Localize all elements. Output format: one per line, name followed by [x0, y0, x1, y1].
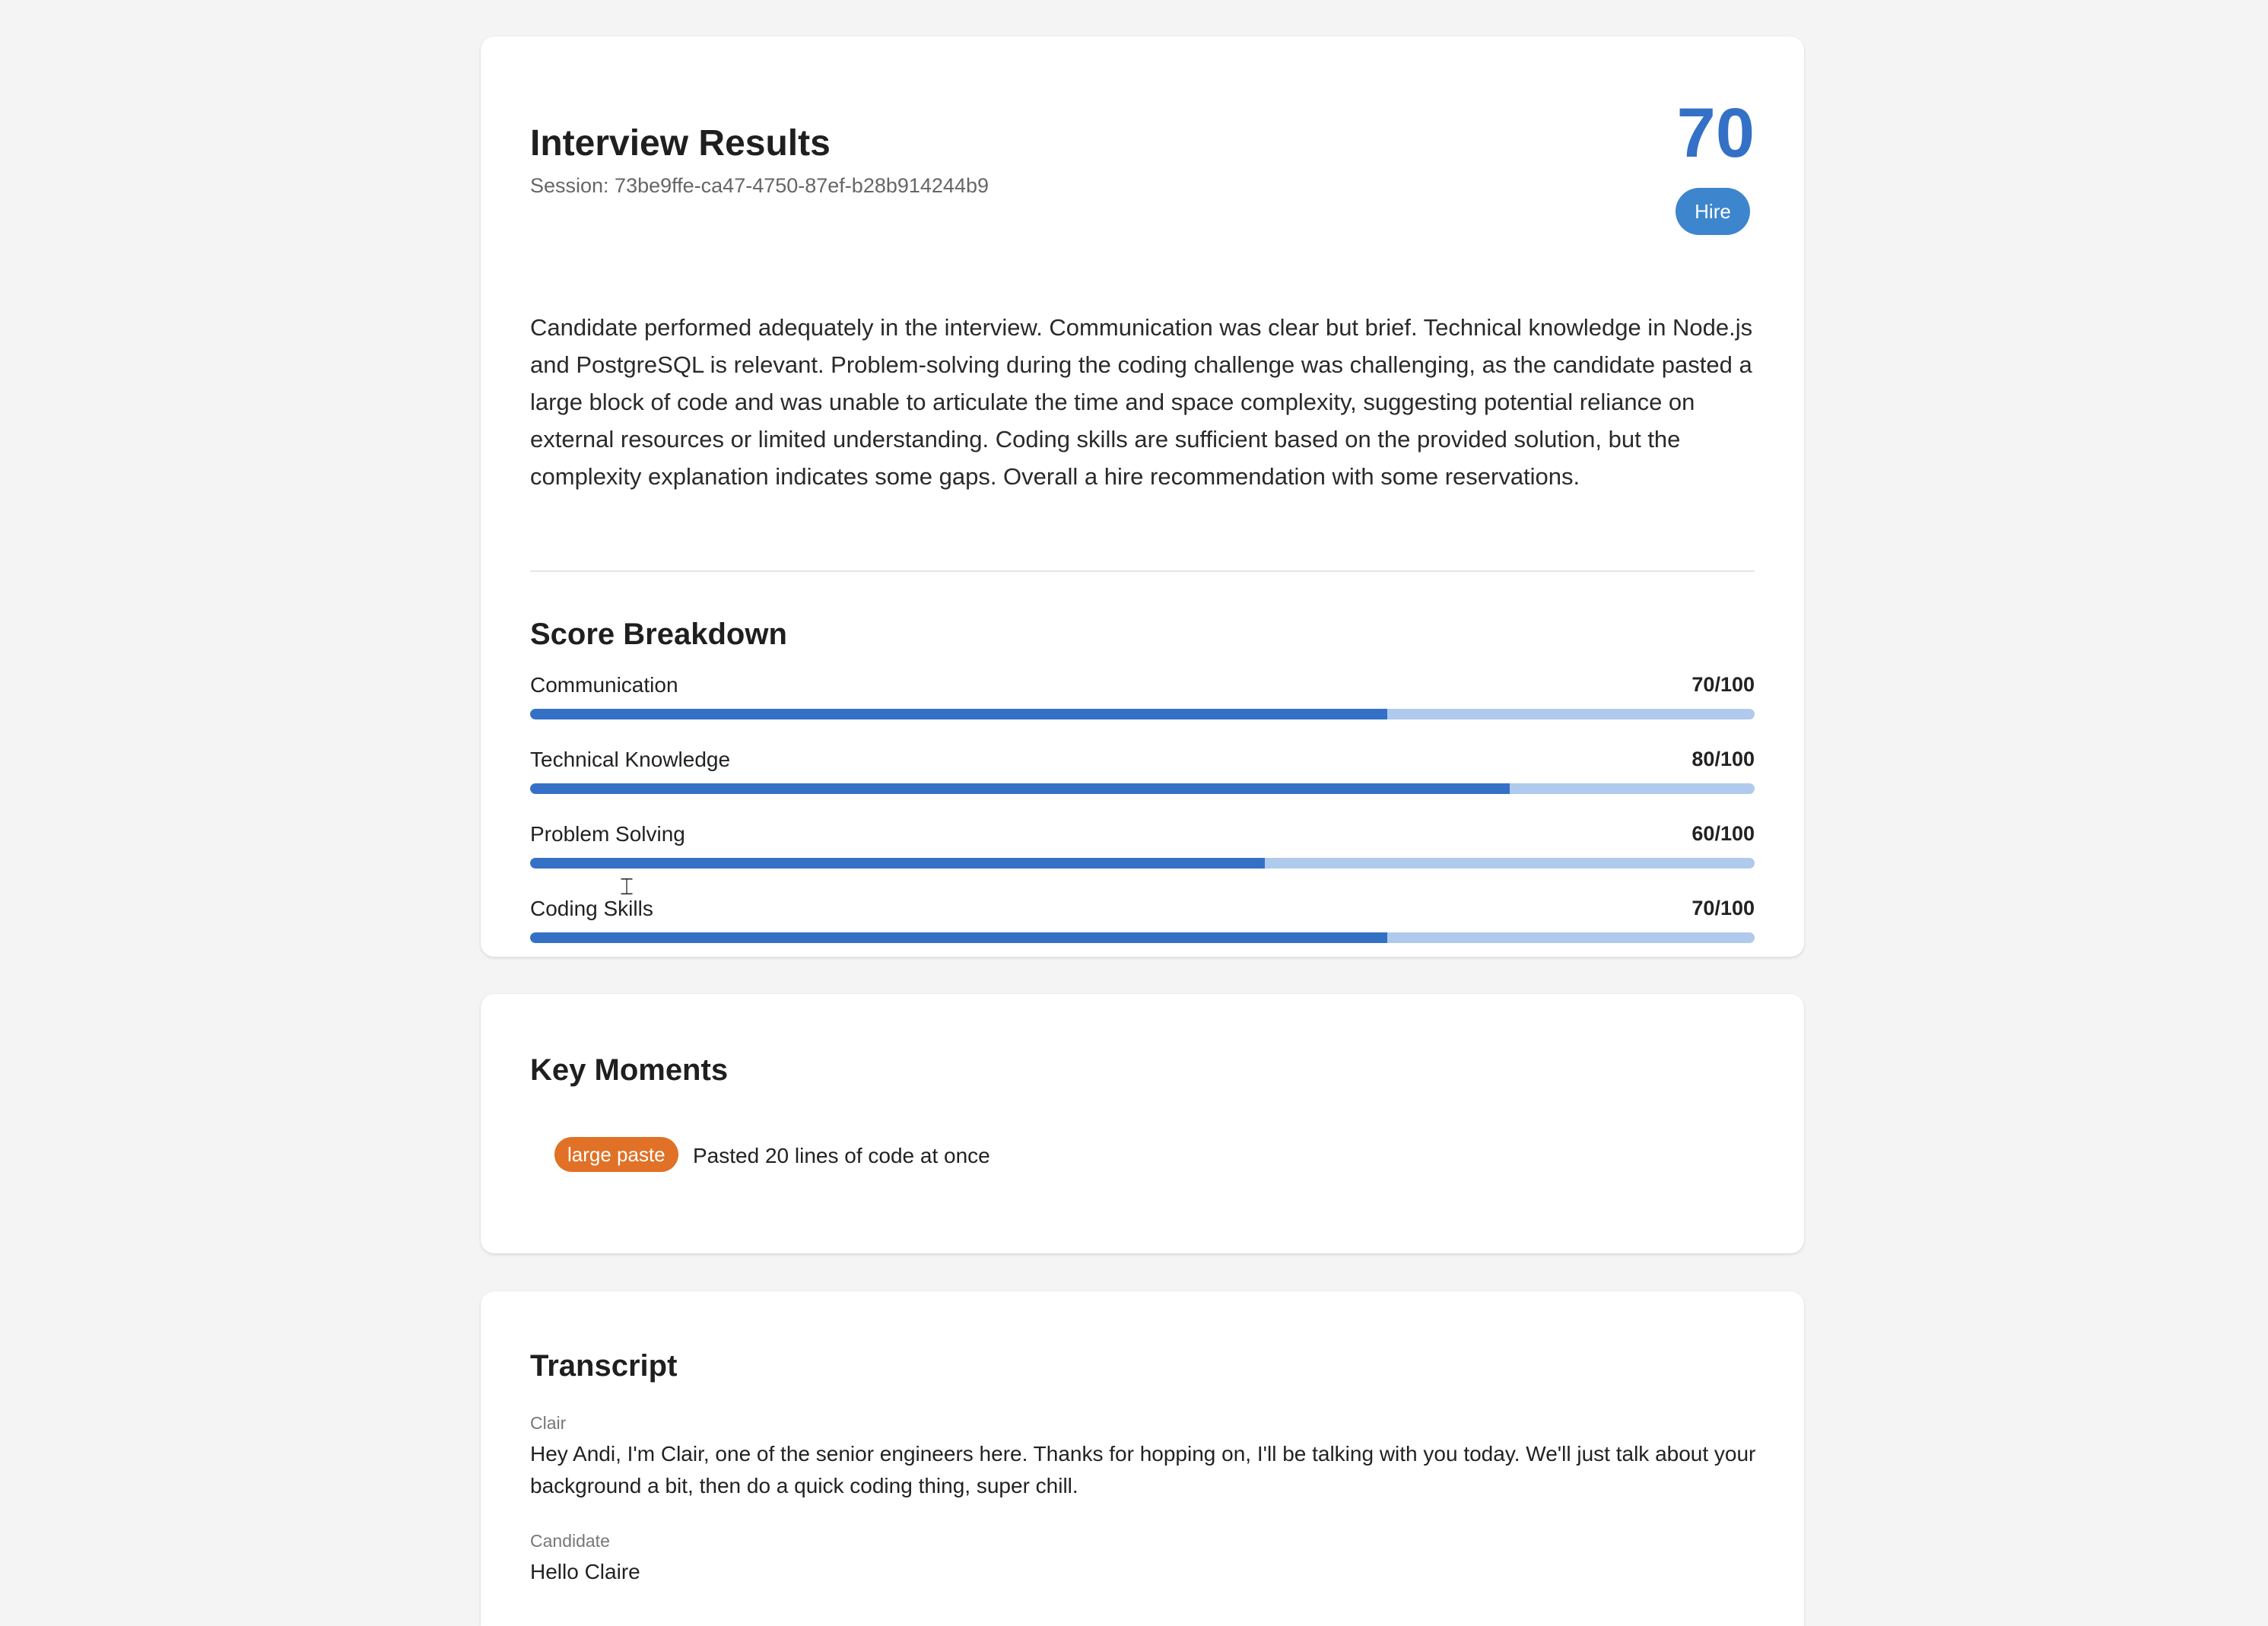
transcript-utterance: Hello Claire	[530, 1560, 640, 1583]
score-bar-fill	[530, 858, 1265, 869]
score-row-communication	[530, 672, 1755, 726]
score-row-coding-skills	[530, 896, 1755, 949]
text-cursor-icon: ⌶	[620, 874, 634, 900]
moment-tag: large paste	[554, 1137, 678, 1172]
score-value: 70/100	[1691, 673, 1755, 696]
transcript-title: Transcript	[530, 1349, 678, 1383]
score-value: 70/100	[1691, 897, 1755, 919]
results-card	[481, 37, 1804, 957]
transcript-speaker: Candidate	[530, 1531, 610, 1551]
score-bar-fill	[530, 709, 1387, 719]
score-breakdown-title: Score Breakdown	[530, 618, 787, 651]
key-moments-title: Key Moments	[530, 1053, 729, 1087]
transcript-card	[481, 1291, 1804, 1626]
score-row-problem-solving	[530, 821, 1755, 875]
score-value: 80/100	[1691, 748, 1755, 770]
score-label: Technical Knowledge	[530, 748, 731, 771]
score-bar-fill	[530, 783, 1510, 794]
page-title: Interview Results	[530, 123, 831, 164]
score-value: 60/100	[1691, 822, 1755, 845]
moment-description: Pasted 20 lines of code at once	[693, 1144, 990, 1167]
score-bar-track	[530, 858, 1755, 869]
overall-score: 70	[1676, 94, 1755, 172]
score-label: Coding Skills	[530, 897, 653, 920]
transcript-speaker: Clair	[530, 1413, 567, 1433]
recommendation-badge: Hire	[1676, 188, 1750, 235]
score-bar-track	[530, 709, 1755, 719]
key-moments-card	[481, 994, 1804, 1253]
score-label: Problem Solving	[530, 822, 685, 846]
score-row-technical-knowledge	[530, 747, 1755, 800]
score-label: Communication	[530, 673, 678, 697]
score-bar-track	[530, 783, 1755, 794]
section-divider	[530, 570, 1755, 572]
transcript-utterance: Hey Andi, I'm Clair, one of the senior engineers here. Thanks for hopping on, I'll be talking with you today. We'll just talk about your background a bit, then do a quick coding thing, super chill.	[530, 1442, 1756, 1497]
score-bar-track	[530, 932, 1755, 943]
score-bar-fill	[530, 932, 1387, 943]
summary-text: Candidate performed adequately in the interview. Communication was clear but brief. Technical knowledge in Node.js and PostgreSQL is relevant. Problem-solving during the coding challenge was challenging, as the candidate pasted a large block of code and was unable to articulate the time and space complexity, suggesting potential reliance on external resources or limited understanding. Coding skills are sufficient based on the provided solution, but the complexity explanation indicates some gaps. Overall a hire recommendation with some reservations.	[530, 314, 1753, 490]
session-id: Session: 73be9ffe-ca47-4750-87ef-b28b914244b9	[530, 174, 989, 197]
